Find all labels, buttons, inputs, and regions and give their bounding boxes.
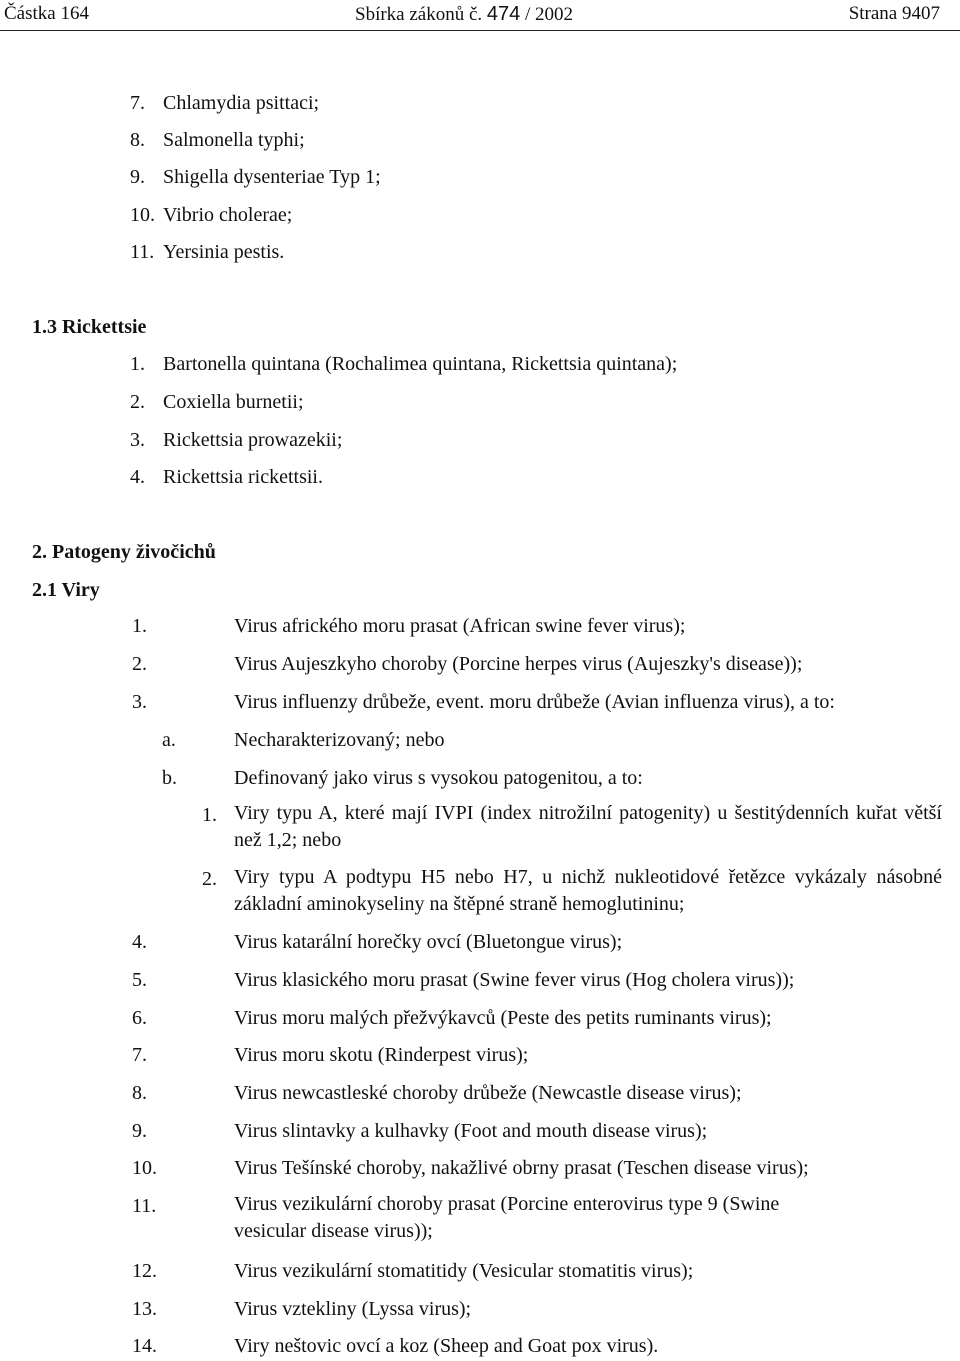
- list-item-number: 7.: [132, 1044, 147, 1066]
- nested-item-number: 1.: [202, 804, 217, 826]
- issue-label: Částka 164: [4, 3, 89, 24]
- list-item-number: 8.: [130, 129, 145, 151]
- list-item-text: Virus moru skotu (Rinderpest virus);: [234, 1044, 529, 1066]
- list-item-text: Virus Tešínské choroby, nakažlivé obrny prasat (Teschen disease virus);: [234, 1157, 809, 1179]
- list-item-number: 2.: [132, 653, 147, 675]
- list-item-number: 4.: [130, 466, 145, 488]
- list-item-text: Vibrio cholerae;: [163, 204, 293, 226]
- list-item-text: Virus vezikulární choroby prasat (Porcine enterovirus type 9 (Swine vesicular disease virus));: [234, 1193, 780, 1242]
- nested-item-number: 2.: [202, 868, 217, 890]
- nested-item-text: Viry typu A, které mají IVPI (index nitrožilní patogenity) u šestitýdenních kuřat větší než 1,2; nebo: [234, 802, 942, 851]
- list-item-text: Rickettsia rickettsii.: [163, 466, 323, 488]
- section-heading-animal-pathogens: 2. Patogeny živočichů: [32, 541, 216, 563]
- list-item-text: Virus slintavky a kulhavky (Foot and mouth disease virus);: [234, 1120, 708, 1142]
- list-item-number: 3.: [132, 691, 147, 713]
- list-item-text: Bartonella quintana (Rochalimea quintana, Rickettsia quintana);: [163, 353, 678, 375]
- list-item-number: 13.: [132, 1298, 157, 1320]
- list-item-text: Virus newcastleské choroby drůbeže (Newcastle disease virus);: [234, 1082, 742, 1104]
- list-item-text: Virus klasického moru prasat (Swine fever virus (Hog cholera virus));: [234, 969, 795, 991]
- list-item-number: 4.: [132, 931, 147, 953]
- list-item-number: 5.: [132, 969, 147, 991]
- list-item-text: Salmonella typhi;: [163, 129, 305, 151]
- collection-prefix: Sbírka zákonů č.: [355, 4, 483, 25]
- list-item-number: 1.: [132, 615, 147, 637]
- list-item-number: 11.: [132, 1195, 157, 1217]
- list-item-text: Virus moru malých přežvýkavců (Peste des petits ruminants virus);: [234, 1007, 772, 1029]
- nested-item-text: Viry typu A podtypu H5 nebo H7, u nichž nukleotidové řetězce vykázaly násobné základní aminokyseliny na štěpné straně hemoglutininu;: [234, 866, 942, 915]
- list-item-text: Shigella dysenteriae Typ 1;: [163, 166, 381, 188]
- list-item-number: 9.: [132, 1120, 147, 1142]
- list-item-number: 11.: [130, 241, 155, 263]
- list-item-number: 10.: [130, 204, 155, 226]
- list-item-text: Virus katarální horečky ovcí (Bluetongue virus);: [234, 931, 623, 953]
- list-item-text: Virus Aujeszkyho choroby (Porcine herpes virus (Aujeszky's disease));: [234, 653, 803, 675]
- list-item-number: 3.: [130, 429, 145, 451]
- list-item-text: Virus vezikulární stomatitidy (Vesicular stomatitis virus);: [234, 1260, 694, 1282]
- collection-label: [355, 3, 573, 26]
- sublist-item-letter: a.: [162, 729, 176, 751]
- list-item-number: 9.: [130, 166, 145, 188]
- list-item-text: Virus afrického moru prasat (African swine fever virus);: [234, 615, 686, 637]
- page-number: Strana 9407: [848, 3, 940, 24]
- list-item-text: Chlamydia psittaci;: [163, 92, 320, 114]
- section-heading-rickettsie: 1.3 Rickettsie: [32, 316, 147, 338]
- list-item-number: 14.: [132, 1335, 157, 1357]
- sublist-item-text: Definovaný jako virus s vysokou patogenitou, a to:: [234, 767, 643, 789]
- collection-number: 474: [486, 3, 521, 25]
- list-item-text: Virus vztekliny (Lyssa virus);: [234, 1298, 472, 1320]
- list-item-number: 7.: [130, 92, 145, 114]
- list-item-text: Viry neštovic ovcí a koz (Sheep and Goat pox virus).: [234, 1335, 659, 1357]
- list-item-number: 10.: [132, 1157, 157, 1179]
- list-item-number: 1.: [130, 353, 145, 375]
- subsection-heading-viruses: 2.1 Viry: [32, 579, 100, 601]
- header-rule: [0, 30, 960, 31]
- list-item-number: 8.: [132, 1082, 147, 1104]
- list-item-number: 12.: [132, 1260, 157, 1282]
- collection-year: / 2002: [525, 4, 574, 25]
- list-item-text: Coxiella burnetii;: [163, 391, 304, 413]
- list-item-number: 2.: [130, 391, 145, 413]
- sublist-item-letter: b.: [162, 767, 177, 789]
- list-item-text: Yersinia pestis.: [163, 241, 285, 263]
- page-header: [0, 0, 960, 32]
- list-item-text: Virus influenzy drůbeže, event. moru drůbeže (Avian influenza virus), a to:: [234, 691, 835, 713]
- list-item-number: 6.: [132, 1007, 147, 1029]
- list-item-text: Rickettsia prowazekii;: [163, 429, 343, 451]
- sublist-item-text: Necharakterizovaný; nebo: [234, 729, 445, 751]
